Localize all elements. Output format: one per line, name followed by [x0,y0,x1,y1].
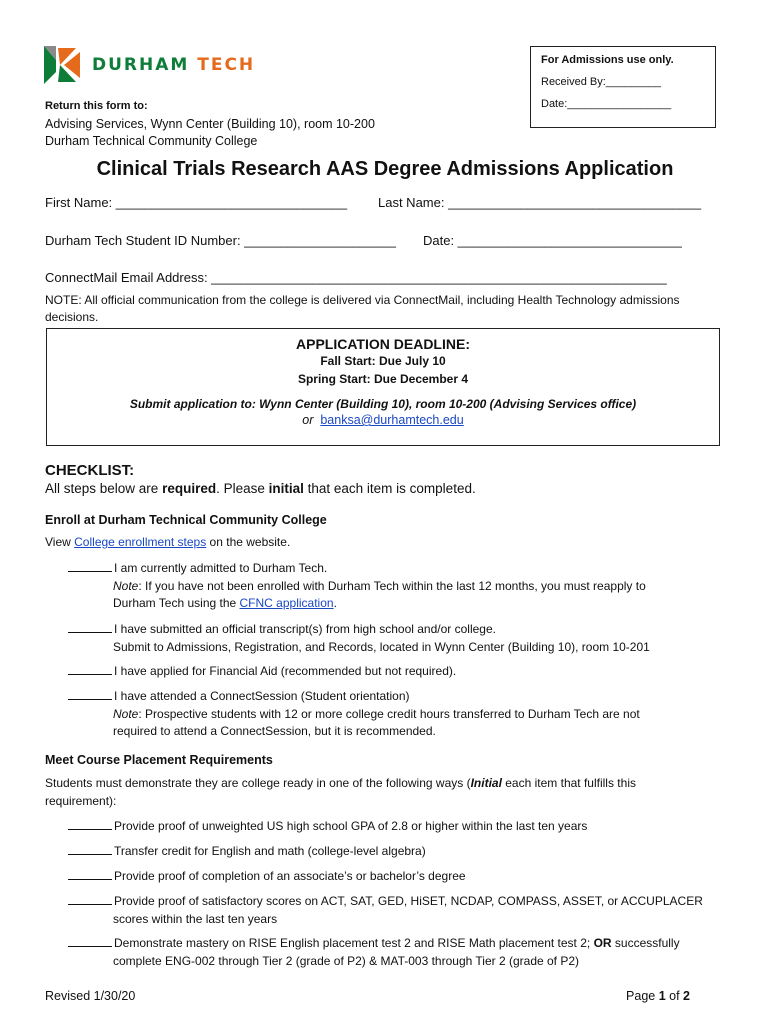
date-field[interactable]: Date: _______________________________ [423,233,682,248]
placement-item-transfer: Transfer credit for English and math (college-level algebra) [68,843,426,861]
initial-blank[interactable] [68,894,112,905]
logo-wordmark: DURHAM TECH [92,55,256,75]
office-box-title: For Admissions use only. [541,54,674,66]
checklist-intro: All steps below are required. Please initial that each item is completed. [45,481,476,496]
page-number: Page 1 of 2 [626,989,690,1003]
placement-item-scores: Provide proof of satisfactory scores on ACT, SAT, GED, HiSET, NCDAP, COMPASS, ASSET, or ACCUPLACER scores within the last ten years [68,893,703,928]
first-name-field[interactable]: First Name: ________________________________ [45,195,348,210]
submit-email-link[interactable]: banksa@durhamtech.edu [320,413,464,427]
enroll-item-financial-aid: I have applied for Financial Aid (recommended but not required). [68,663,456,681]
enroll-view-line: View College enrollment steps on the website. [45,535,291,549]
enrollment-steps-link[interactable]: College enrollment steps [74,535,207,549]
initial-blank[interactable] [68,622,112,633]
initial-blank[interactable] [68,819,112,830]
placement-item-degree: Provide proof of completion of an associate’s or bachelor’s degree [68,868,466,886]
fall-deadline: Fall Start: Due July 10 [320,354,446,368]
initial-blank[interactable] [68,936,112,947]
application-deadline-box [46,328,720,446]
received-by-field: Received By:_________ [541,76,661,88]
initial-blank[interactable] [68,561,112,572]
enroll-item-transcript: I have submitted an official transcript(s) from high school and/or college. Submit to Admissions, Registration, and Records, located in Wynn Center (Building 10), room 10-201 [68,621,650,656]
office-date-field: Date:_________________ [541,98,672,110]
return-address-line2: Durham Technical Community College [45,134,258,148]
submit-email-line: or banksa@durhamtech.edu [302,413,464,427]
return-address [45,116,375,150]
email-field[interactable]: ConnectMail Email Address: _______________________________________________________________ [45,270,667,285]
admissions-office-box [530,46,716,128]
initial-blank[interactable] [68,689,112,700]
submit-instructions: Submit application to: Wynn Center (Building 10), room 10-200 (Advising Services office) [129,397,637,411]
enroll-item-connectsession: I have attended a ConnectSession (Student orientation) Note: Prospective students with 12 or more college credit hours transferred to Durham Tech are not required to attend a ConnectSession, but it is recommended. [68,688,640,741]
durham-tech-logo [44,46,276,86]
enroll-heading: Enroll at Durham Technical Community College [45,513,327,527]
last-name-field[interactable]: Last Name: ___________________________________ [378,195,702,210]
deadline-heading: APPLICATION DEADLINE: [296,336,470,352]
spring-deadline: Spring Start: Due December 4 [297,372,469,386]
cfnc-application-link[interactable]: CFNC application [239,596,334,610]
student-id-field[interactable]: Durham Tech Student ID Number: _____________________ [45,233,397,248]
durham-tech-logo-icon [44,46,82,84]
revised-date: Revised 1/30/20 [45,989,136,1003]
placement-heading: Meet Course Placement Requirements [45,753,273,767]
page-title: Clinical Trials Research AAS Degree Admissions Application [96,158,674,180]
connectmail-note: NOTE: All official communication from the college is delivered via ConnectMail, including Health Technology admissions decisions. [45,293,680,324]
placement-intro: Students must demonstrate they are college ready in one of the following ways (Initial each item that fulfills this requirement): [45,776,636,808]
placement-item-gpa: Provide proof of unweighted US high school GPA of 2.8 or higher within the last ten years [68,818,587,836]
return-address-line1: Advising Services, Wynn Center (Building 10), room 10-200 [45,117,375,131]
initial-blank[interactable] [68,869,112,880]
return-label: Return this form to: [45,100,148,112]
initial-blank[interactable] [68,844,112,855]
enroll-item-admitted: I am currently admitted to Durham Tech. Note: If you have not been enrolled with Durham Tech within the last 12 months, you must reapply to Durham Tech using the CFNC application. [68,560,646,613]
initial-blank[interactable] [68,664,112,675]
placement-item-rise: Demonstrate mastery on RISE English placement test 2 and RISE Math placement test 2; OR successfully complete ENG-002 through Tier 2 (grade of P2) & MAT-003 through Tier 2 (grade of P2) [68,935,680,970]
checklist-heading: CHECKLIST: [45,462,135,479]
